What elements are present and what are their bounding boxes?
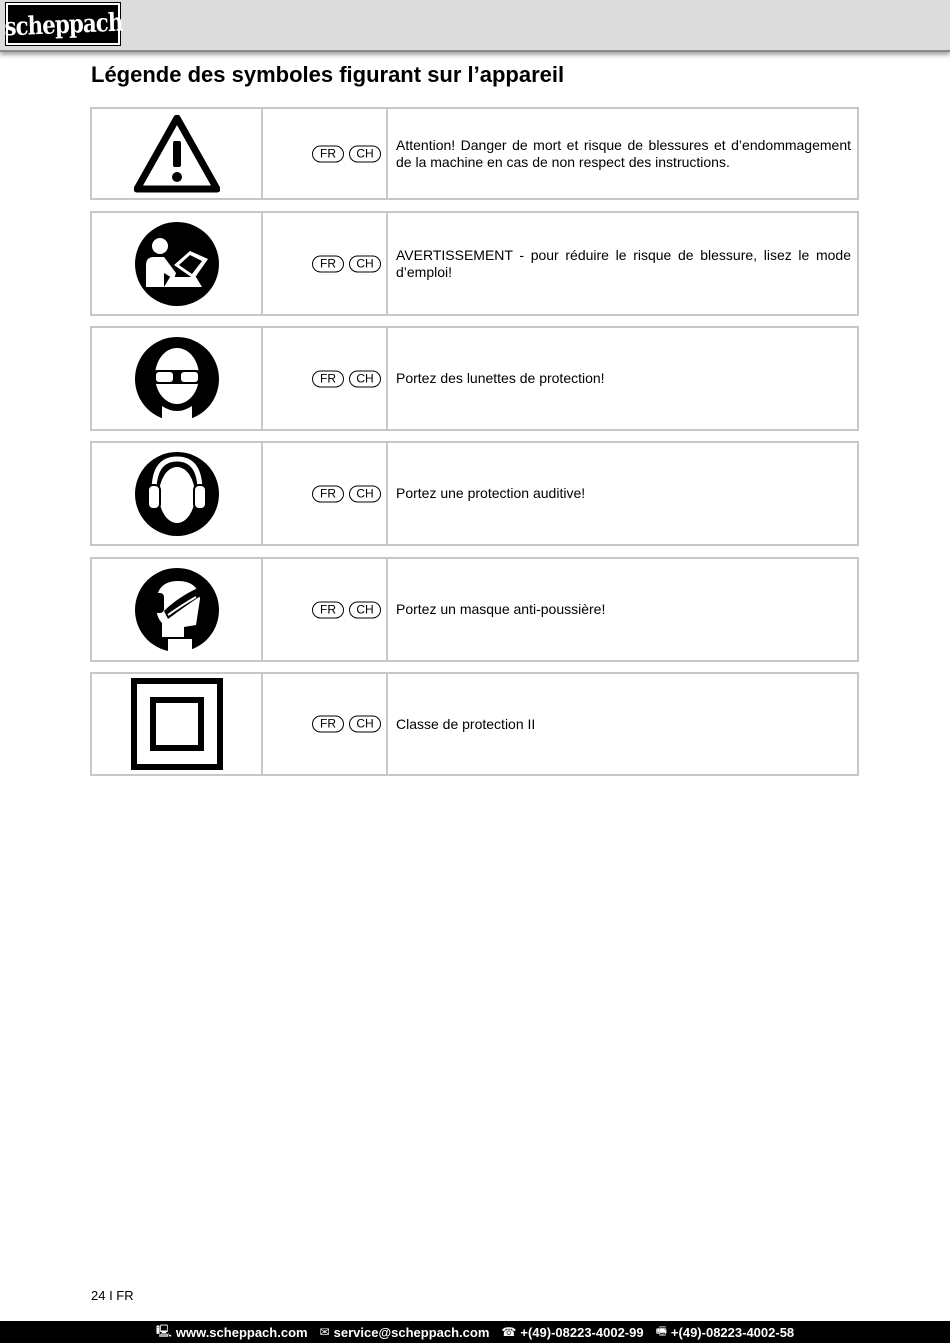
phone-number: +(49)-08223-4002-99 — [520, 1324, 644, 1340]
safety-goggles-icon — [134, 336, 220, 422]
symbol-description: Attention! Danger de mort et risque de blessures et d’endommagement de la machine en cas de non respect des instructions. — [396, 137, 851, 170]
email-icon: ✉ — [319, 1325, 330, 1339]
footer-phone — [501, 1325, 643, 1340]
symbol-description: Portez des lunettes de protection! — [396, 370, 605, 386]
footer-fax — [656, 1322, 795, 1343]
symbol-row — [90, 326, 859, 431]
footer-website[interactable] — [156, 1322, 308, 1343]
country-cell — [263, 213, 388, 314]
symbol-row — [90, 107, 859, 200]
symbol-row — [90, 557, 859, 662]
symbol-description: Classe de protection II — [396, 715, 536, 732]
website-link[interactable]: www.scheppach.com — [175, 1324, 308, 1340]
country-badge-ch: CH — [349, 145, 381, 162]
country-badge-ch: CH — [349, 601, 381, 618]
scheppach-logo — [3, 3, 123, 45]
country-badge-ch: CH — [349, 485, 381, 502]
page-title: Légende des symboles figurant sur l’appareil — [91, 62, 565, 87]
fax-number: +(49)-08223-4002-58 — [670, 1324, 795, 1340]
protection-class-ii-icon — [131, 678, 223, 770]
symbol-row — [90, 211, 859, 316]
country-cell — [263, 443, 388, 544]
dust-mask-icon — [134, 567, 220, 653]
fax-icon: 🖷 — [655, 1323, 667, 1338]
country-cell — [263, 559, 388, 660]
symbol-cell — [92, 328, 263, 429]
footer-bar — [0, 1321, 950, 1343]
symbol-cell — [92, 213, 263, 314]
page-number: 24 I FR — [91, 1288, 134, 1303]
country-cell — [263, 328, 388, 429]
symbol-cell — [92, 559, 263, 660]
country-badge-ch: CH — [349, 716, 381, 733]
email-link[interactable]: service@scheppach.com — [333, 1324, 490, 1340]
country-badge-fr: FR — [312, 716, 344, 733]
country-cell — [263, 109, 388, 198]
symbol-cell — [92, 109, 263, 198]
country-badge-fr: FR — [312, 485, 344, 502]
symbol-description: AVERTISSEMENT - pour réduire le risque de blessure, lisez le mode d’emploi! — [396, 247, 851, 280]
symbol-description: Portez un masque anti-poussière! — [396, 601, 606, 617]
country-badge-fr: FR — [312, 601, 344, 618]
country-cell — [263, 674, 388, 774]
symbol-cell — [92, 443, 263, 544]
country-badge-fr: FR — [312, 145, 344, 162]
symbol-row — [90, 441, 859, 546]
header-bar — [0, 0, 950, 52]
read-manual-icon — [134, 221, 220, 307]
phone-icon: ☎ — [501, 1325, 517, 1339]
country-badge-ch: CH — [349, 370, 381, 387]
symbol-cell — [92, 674, 263, 774]
warning-triangle-icon — [134, 115, 220, 193]
symbol-description: Portez une protection auditive! — [396, 485, 586, 501]
footer-email[interactable] — [320, 1325, 490, 1340]
logo-text: scheppach — [3, 7, 123, 41]
symbol-row — [90, 672, 859, 776]
computer-icon: 🖳 — [155, 1323, 172, 1338]
ear-protection-icon — [134, 451, 220, 537]
country-badge-fr: FR — [312, 370, 344, 387]
country-badge-fr: FR — [312, 255, 344, 272]
country-badge-ch: CH — [349, 255, 381, 272]
